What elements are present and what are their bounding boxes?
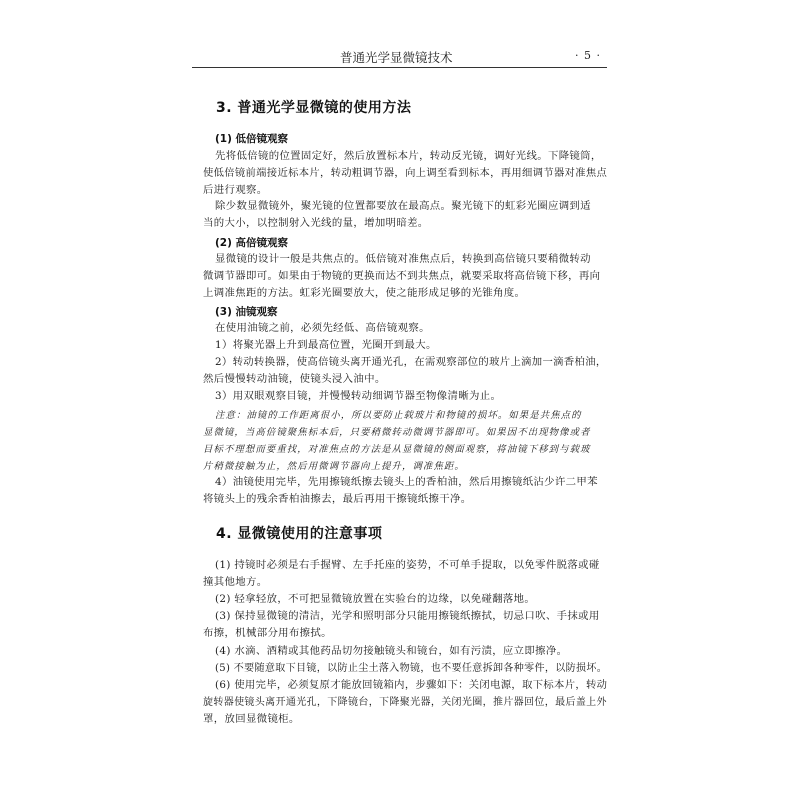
paragraph-line: 将镜头上的残余香柏油擦去，最后再用干擦镜纸擦干净。 bbox=[203, 493, 472, 505]
note-line: 目标不理想而要重找，对准焦点的方法是从显微镜的侧面观察，将油镜下移到与载玻 bbox=[203, 444, 591, 455]
note-line: 显微镜，当高倍镜聚焦标本后，只要稍微转动微调节器即可。如果因不出现物像或者 bbox=[203, 427, 591, 438]
subsection-heading: (3) 油镜观察 bbox=[215, 306, 278, 318]
paragraph-line: (5) 不要随意取下目镜，以防止尘土落入物镜，也不要任意拆卸各种零件，以防损坏。 bbox=[215, 662, 608, 674]
paragraph-line: 显微镜的设计一般是共焦点的。低倍镜对准焦点后，转换到高倍镜只要稍微转动 bbox=[215, 253, 591, 265]
paragraph-line: (4) 水滴、酒精或其他药品切勿接触镜头和镜台，如有污渍，应立即擦净。 bbox=[215, 645, 568, 657]
paragraph-line: 3）用双眼观察目镜，并慢慢转动细调节器至物像清晰为止。 bbox=[215, 390, 502, 402]
section-heading: 3. 普通光学显微镜的使用方法 bbox=[216, 100, 412, 116]
paragraph-line: 在使用油镜之前，必须先经低、高倍镜观察。 bbox=[215, 322, 430, 334]
paragraph-line: (6) 使用完毕，必须复原才能放回镜箱内，步骤如下：关闭电源，取下标本片，转动 bbox=[215, 679, 608, 691]
subsection-heading: (2) 高倍镜观察 bbox=[215, 237, 289, 249]
paragraph-line: 罩，放回显微镜柜。 bbox=[203, 713, 300, 725]
paragraph-line: 旋转器使镜头离开通光孔，下降镜台，下降聚光器，关闭光圈，推片器回位，最后盖上外 bbox=[203, 696, 607, 708]
paragraph-line: 后进行观察。 bbox=[203, 184, 268, 196]
page-number: · 5 · bbox=[575, 49, 601, 62]
subsection-heading: (1) 低倍镜观察 bbox=[215, 133, 289, 145]
paragraph-line: (3) 保持显微镜的清洁，光学和照明部分只能用擦镜纸擦拭，切忌口吹、手抹或用 bbox=[215, 610, 600, 622]
paragraph-line: 除少数显微镜外，聚光镜的位置都要放在最高点。聚光镜下的虹彩光圈应调到适 bbox=[215, 200, 591, 212]
note-line: 片稍微接触为止，然后用微调节器向上提升，调准焦距。 bbox=[203, 461, 465, 472]
paragraph-line: 然后慢慢转动油镜，使镜头浸入油中。 bbox=[203, 373, 386, 385]
section-heading: 4. 显微镜使用的注意事项 bbox=[216, 526, 383, 542]
paragraph-line: (2) 轻拿轻放，不可把显微镜放置在实验台的边缘，以免碰翻落地。 bbox=[215, 593, 536, 605]
paragraph-line: 1）将聚光器上升到最高位置，光圈开到最大。 bbox=[215, 339, 437, 351]
paragraph-line: 当的大小，以控制射入光线的量，增加明暗差。 bbox=[203, 217, 429, 229]
paragraph-line: 2）转动转换器，使高倍镜头离开通光孔，在需观察部位的玻片上滴加一滴香柏油， bbox=[215, 356, 607, 368]
header-title: 普通光学显微镜技术 bbox=[340, 50, 453, 65]
paragraph-line: (1) 持镜时必须是右手握臂、左手托座的姿势，不可单手提取，以免零件脱落或碰 bbox=[215, 559, 600, 571]
paragraph-line: 微调节器即可。如果由于物镜的更换而达不到共焦点，就要采取将高倍镜下移，再向 bbox=[203, 270, 601, 282]
paragraph-line: 布擦，机械部分用布擦拭。 bbox=[203, 627, 332, 639]
note-line: 注意：油镜的工作距离很小，所以要防止载玻片和物镜的损坏。如果是共焦点的 bbox=[215, 410, 582, 421]
paragraph-line: 先将低倍镜的位置固定好，然后放置标本片，转动反光镜，调好光线。下降镜筒， bbox=[215, 150, 602, 162]
paragraph-line: 上调准焦距的方法。虹彩光圈要放大，使之能形成足够的光锥角度。 bbox=[203, 287, 526, 299]
running-header bbox=[192, 48, 607, 68]
paragraph-line: 4）油镜使用完毕，先用擦镜纸擦去镜头上的香柏油，然后用擦镜纸沾少许二甲苯 bbox=[215, 476, 598, 488]
paragraph-line: 撞其他地方。 bbox=[203, 576, 268, 588]
header-rule bbox=[192, 67, 607, 68]
paragraph-line: 使低倍镜前端接近标本片，转动粗调节器，向上调至看到标本，再用细调节器对准焦点 bbox=[203, 167, 608, 179]
